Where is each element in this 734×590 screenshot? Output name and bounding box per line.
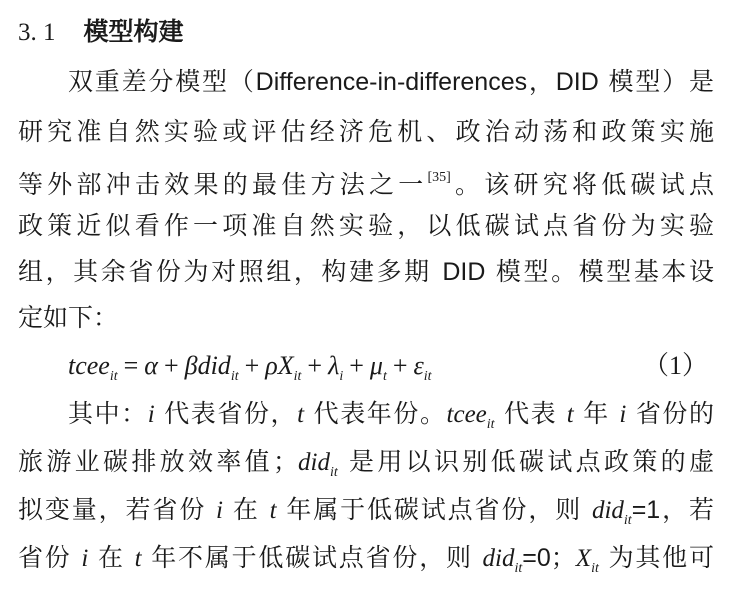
para2-line2: 旅游业碳排放效率值；did$_{it}$ 是用以识别低碳试点政策的虚 bbox=[18, 447, 714, 480]
equation-1: tcee$_{it}$ = $\alpha + \beta did_{it} + \rho X_{it} + \lambda_i + \mu_t + \varepsilon_{it}$ （1） bbox=[68, 346, 708, 397]
para2-line3: 拟变量，若省份 i 在 t 年属于低碳试点省份，则 did$_{it}$=1，若 bbox=[18, 495, 714, 528]
para1-line3: 等外部冲击效果的最佳方法之一[35]。该研究将低碳试点 bbox=[18, 170, 714, 199]
para1-line1: 双重差分模型（Difference-in-differences，DID 模型）是 bbox=[68, 67, 714, 96]
section-number: 3. 1 bbox=[18, 19, 56, 46]
para2-line4: 省份 i 在 t 年不属于低碳试点省份，则 did$_{it}$=0；$X_{it}$ 为其他可 bbox=[18, 543, 714, 576]
para1-line6: 定如下： bbox=[18, 303, 119, 332]
section-title: 模型构建 bbox=[83, 17, 184, 46]
para2-line1: 其中：i 代表省份，t 代表年份。tcee$_{it}$ 代表 t 年 i 省份的 bbox=[68, 399, 714, 432]
section-heading bbox=[18, 12, 184, 53]
para1-line2: 研究准自然实验或评估经济危机、政治动荡和政策实施 bbox=[18, 117, 714, 146]
citation: [35] bbox=[427, 170, 451, 185]
para1-line4: 政策近似看作一项准自然实验，以低碳试点省份为实验 bbox=[18, 211, 714, 240]
equation-number: （1） bbox=[642, 351, 708, 380]
para1-line5: 组，其余省份为对照组，构建多期 DID 模型。模型基本设 bbox=[18, 257, 714, 286]
